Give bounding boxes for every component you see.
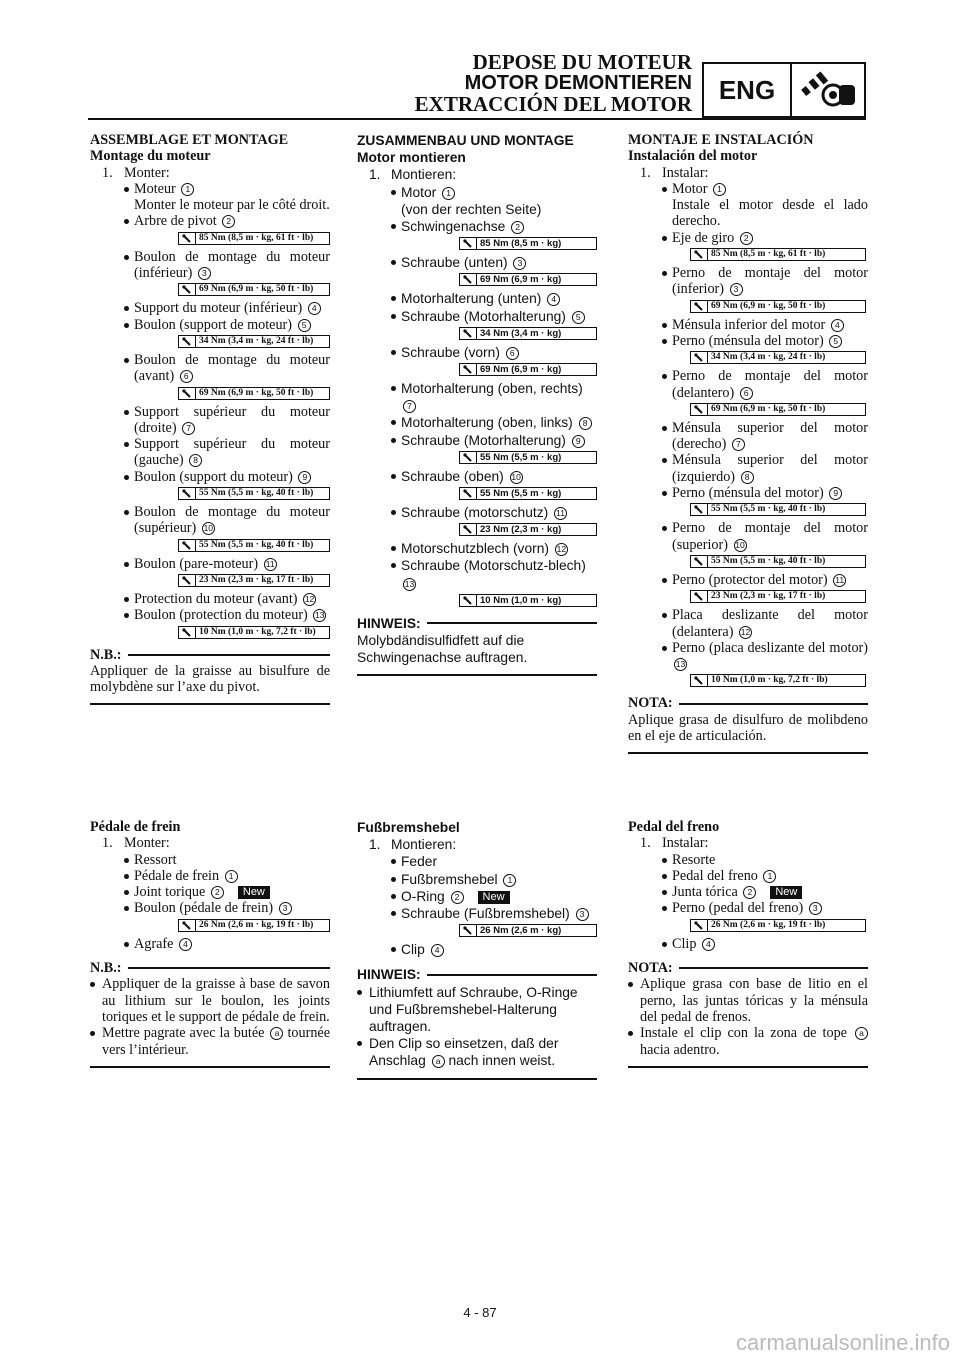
torque-spec: 23 Nm (2,3 m · kg) — [459, 523, 597, 536]
callout-mark: 10 — [203, 523, 214, 534]
watermark: carmanualsonline.info — [735, 1330, 950, 1355]
callout-mark: 13 — [315, 610, 325, 621]
torque-spec: 26 Nm (2,6 m · kg, 19 ft · lb) — [178, 919, 330, 932]
callout-mark: 2 — [451, 891, 464, 904]
callout-mark: 12 — [556, 544, 567, 555]
note-header: HINWEIS: — [357, 966, 597, 983]
callout-mark: 2 — [740, 232, 753, 245]
wrench-icon — [179, 336, 196, 347]
torque-spec: 55 Nm (5,5 m · kg) — [459, 487, 597, 500]
callout-mark: 7 — [182, 422, 195, 435]
wrench-icon — [460, 925, 477, 936]
torque-spec: 34 Nm (3,4 m · kg, 24 ft · lb) — [178, 335, 330, 348]
torque-spec: 85 Nm (8,5 m · kg, 61 ft · lb) — [178, 232, 330, 245]
title-de: MOTOR DEMONTIEREN — [464, 72, 692, 94]
wrench-icon — [460, 488, 477, 499]
wrench-icon — [460, 364, 477, 375]
fr-brake-pedal — [90, 819, 330, 1068]
list-item: Resorte — [628, 852, 868, 868]
callout-mark: 2 — [743, 886, 756, 899]
list-item: Junta tórica 2 New — [628, 884, 868, 900]
torque-spec: 34 Nm (3,4 m · kg) — [459, 327, 597, 340]
callout-mark: 3 — [809, 902, 822, 915]
wrench-icon — [179, 540, 196, 551]
list-item: Perno de montaje del motor (delantero) 6 — [628, 368, 868, 401]
note-text: Appliquer de la graisse au bisulfure de molybdène sur l’axe du pivot. — [90, 662, 330, 696]
list-item: Placa deslizante del motor (delantera) 12 — [628, 607, 868, 640]
step: 1. Monter: — [102, 835, 170, 852]
torque-spec: 55 Nm (5,5 m · kg, 40 ft · lb) — [690, 555, 866, 568]
list-item: Schraube (Fußbremshebel) 3 — [357, 905, 597, 922]
wrench-icon — [691, 591, 708, 602]
list-item: Pédale de frein 1 — [90, 868, 330, 884]
list-item: Arbre de pivot 2 — [90, 213, 330, 229]
wrench-icon — [460, 595, 477, 606]
list-item: Schraube (vorn) 6 — [357, 344, 597, 361]
wrench-icon — [691, 556, 708, 567]
callout-mark: a — [270, 1027, 283, 1040]
heading: MONTAJE E INSTALACIÓN — [628, 132, 814, 148]
list-item: Schraube (Motorschutz-blech) 13 — [357, 557, 597, 591]
engine-icon — [792, 64, 864, 116]
list-item: Motor 1 — [357, 184, 597, 201]
section-badge — [702, 62, 866, 118]
list-item: Eje de giro 2 — [628, 230, 868, 246]
torque-spec: 10 Nm (1,0 m · kg, 7,2 ft · lb) — [690, 674, 866, 687]
torque-spec: 69 Nm (6,9 m · kg, 50 ft · lb) — [690, 300, 866, 313]
callout-mark: 5 — [572, 311, 585, 324]
callout-mark: a — [855, 1027, 868, 1040]
wrench-icon — [691, 249, 708, 260]
torque-spec: 55 Nm (5,5 m · kg, 40 ft · lb) — [690, 503, 866, 516]
header-rule — [88, 118, 866, 120]
note-end-rule — [357, 674, 597, 676]
callout-mark: 2 — [222, 215, 235, 228]
callout-mark: 10 — [511, 471, 521, 482]
torque-spec: 23 Nm (2,3 m · kg, 17 ft · lb) — [178, 574, 330, 587]
es-engine-install — [628, 132, 868, 754]
list-item: Ménsula superior del motor (derecho) 7 — [628, 420, 868, 453]
subheading: Motor montieren — [357, 150, 466, 166]
list-item: Support supérieur du moteur (gauche) 8 — [90, 436, 330, 469]
callout-mark: a — [432, 1055, 445, 1068]
note-header: HINWEIS: — [357, 615, 597, 632]
torque-spec: 69 Nm (6,9 m · kg, 50 ft · lb) — [178, 387, 330, 400]
note-end-rule — [90, 703, 330, 705]
list-item: Boulon de montage du moteur (supérieur) 10 — [90, 504, 330, 537]
list-item: Perno de montaje del motor (inferior) 3 — [628, 265, 868, 298]
callout-mark: 12 — [740, 626, 751, 637]
subheading: Montage du moteur — [90, 148, 211, 165]
note-end-rule — [628, 1066, 868, 1068]
callout-mark: 6 — [506, 347, 519, 360]
callout-mark: 10 — [735, 539, 745, 550]
list-item: Motorhalterung (oben, links) 8 — [357, 414, 597, 431]
note-end-rule — [357, 1078, 597, 1080]
list-item: Boulon (protection du moteur) 13 — [90, 607, 330, 623]
item-detail: Instale el motor desde el lado derecho. — [672, 197, 868, 230]
callout-mark: 11 — [264, 558, 277, 571]
torque-spec: 55 Nm (5,5 m · kg, 40 ft · lb) — [178, 487, 330, 500]
list-item: Pedal del freno 1 — [628, 868, 868, 884]
callout-mark: 9 — [298, 471, 311, 484]
note-header: NOTA: — [628, 695, 868, 711]
note-item: Aplique grasa con base de litio en el perno, las juntas tóricas y la ménsula del pedal de frenos. — [628, 976, 868, 1025]
callout-mark: 5 — [829, 335, 842, 348]
wrench-icon — [460, 524, 477, 535]
callout-mark: 4 — [308, 302, 321, 315]
badge-label: ENG — [704, 64, 792, 116]
list-item: Ménsula superior del motor (izquierdo) 8 — [628, 452, 868, 485]
callout-mark: 11 — [833, 574, 846, 587]
callout-mark: 3 — [730, 283, 743, 296]
callout-mark: 4 — [702, 938, 715, 951]
callout-mark: 11 — [554, 507, 567, 520]
step: 1. Instalar: — [640, 835, 709, 852]
note-item: Appliquer de la graisse à base de savon au lithium sur le boulon, les joints toriques et le support de pédale de frein. — [90, 976, 330, 1025]
list-item: Schraube (unten) 3 — [357, 254, 597, 271]
torque-spec: 26 Nm (2,6 m · kg) — [459, 924, 597, 937]
callout-mark: 4 — [179, 938, 192, 951]
list-item: Clip 4 — [628, 936, 868, 952]
new-part-badge: New — [238, 886, 270, 899]
callout-mark: 8 — [579, 417, 592, 430]
torque-spec: 10 Nm (1,0 m · kg, 7,2 ft · lb) — [178, 626, 330, 639]
torque-spec: 69 Nm (6,9 m · kg, 50 ft · lb) — [178, 283, 330, 296]
header-titles — [415, 52, 692, 115]
list-item: Boulon (pare-moteur) 11 — [90, 556, 330, 572]
wrench-icon — [179, 233, 196, 244]
list-item: Boulon (support du moteur) 9 — [90, 469, 330, 485]
wrench-icon — [460, 452, 477, 463]
list-item: Perno (ménsula del motor) 9 — [628, 485, 868, 501]
step: 1. Monter: — [102, 164, 170, 181]
list-item: Boulon (support de moteur) 5 — [90, 317, 330, 333]
torque-spec: 85 Nm (8,5 m · kg, 61 ft · lb) — [690, 248, 866, 261]
torque-spec: 10 Nm (1,0 m · kg) — [459, 594, 597, 607]
callout-mark: 4 — [431, 944, 444, 957]
page-number: 4 - 87 — [463, 1305, 497, 1320]
callout-mark: 1 — [442, 187, 455, 200]
list-item: Ressort — [90, 852, 330, 868]
list-item: Fußbremshebel 1 — [357, 871, 597, 888]
torque-spec: 55 Nm (5,5 m · kg) — [459, 451, 597, 464]
callout-mark: 12 — [304, 593, 315, 604]
callout-mark: 1 — [503, 874, 516, 887]
callout-mark: 5 — [298, 319, 311, 332]
wrench-icon — [179, 388, 196, 399]
list-item: Feder — [357, 853, 597, 870]
list-item: Support supérieur du moteur (droite) 7 — [90, 404, 330, 437]
list-item: Schraube (motorschutz) 11 — [357, 504, 597, 521]
list-item: Agrafe 4 — [90, 936, 330, 952]
list-item: Perno (protector del motor) 11 — [628, 572, 868, 588]
list-item: Motorhalterung (unten) 4 — [357, 290, 597, 307]
callout-mark: 1 — [181, 183, 194, 196]
list-item: Motorschutzblech (vorn) 12 — [357, 540, 597, 557]
wrench-icon — [460, 238, 477, 249]
callout-mark: 2 — [211, 886, 224, 899]
callout-mark: 1 — [763, 870, 776, 883]
wrench-icon — [691, 920, 708, 931]
item-detail: (von der rechten Seite) — [401, 201, 542, 217]
callout-mark: 1 — [713, 183, 726, 196]
wrench-icon — [691, 404, 708, 415]
step: 1. Instalar: — [640, 164, 709, 181]
list-item: Schraube (Motorhalterung) 9 — [357, 432, 597, 449]
list-item: Schraube (Motorhalterung) 5 — [357, 308, 597, 325]
callout-mark: 13 — [675, 659, 686, 670]
heading: Fußbremshebel — [357, 820, 460, 835]
wrench-icon — [179, 284, 196, 295]
callout-mark: 7 — [732, 438, 745, 451]
wrench-icon — [460, 274, 477, 285]
torque-spec: 55 Nm (5,5 m · kg, 40 ft · lb) — [178, 539, 330, 552]
callout-mark: 2 — [511, 221, 524, 234]
callout-mark: 6 — [180, 370, 193, 383]
new-part-badge: New — [770, 886, 802, 899]
wrench-icon — [179, 627, 196, 638]
heading: Pédale de frein — [90, 819, 181, 835]
callout-mark: 9 — [829, 487, 842, 500]
torque-spec: 85 Nm (8,5 m · kg) — [459, 237, 597, 250]
note-text: Aplique grasa de disulfuro de molibdeno en el eje de articulación. — [628, 711, 868, 745]
note-header: N.B.: — [90, 647, 330, 663]
new-part-badge: New — [478, 891, 510, 904]
note-header: NOTA: — [628, 960, 868, 976]
list-item: Schwingenachse 2 — [357, 218, 597, 235]
de-engine-install — [357, 132, 597, 676]
callout-mark: 4 — [831, 319, 844, 332]
heading: ASSEMBLAGE ET MONTAGE — [90, 132, 289, 148]
list-item: Support du moteur (inférieur) 4 — [90, 300, 330, 316]
list-item: Clip 4 — [357, 941, 597, 958]
callout-mark: 1 — [225, 870, 238, 883]
wrench-icon — [179, 920, 196, 931]
list-item: Motorhalterung (oben, rechts) 7 — [357, 380, 597, 414]
callout-mark: 7 — [403, 400, 416, 413]
callout-mark: 3 — [513, 257, 526, 270]
title-fr: DEPOSE DU MOTEUR — [472, 50, 692, 74]
callout-mark: 9 — [572, 435, 585, 448]
note-end-rule — [90, 1066, 330, 1068]
list-item: Ménsula inferior del motor 4 — [628, 317, 868, 333]
note-item: Instale el clip con la zona de tope a hacia adentro. — [628, 1025, 868, 1058]
list-item: Perno (ménsula del motor) 5 — [628, 333, 868, 349]
list-item: Boulon de montage du moteur (avant) 6 — [90, 352, 330, 385]
subheading: Instalación del motor — [628, 148, 758, 165]
note-item: Den Clip so einsetzen, daß der Anschlag a nach innen weist. — [357, 1035, 597, 1069]
callout-mark: 13 — [404, 578, 415, 589]
callout-mark: 3 — [576, 908, 589, 921]
torque-spec: 34 Nm (3,4 m · kg, 24 ft · lb) — [690, 351, 866, 364]
list-item: Protection du moteur (avant) 12 — [90, 591, 330, 607]
heading: Pedal del freno — [628, 819, 720, 835]
callout-mark: 8 — [741, 471, 754, 484]
note-text: Molybdändisulfidfett auf die Schwingenachse auftragen. — [357, 633, 528, 666]
torque-spec: 69 Nm (6,9 m · kg) — [459, 363, 597, 376]
callout-mark: 8 — [189, 454, 202, 467]
wrench-icon — [691, 352, 708, 363]
heading: ZUSAMMENBAU UND MONTAGE — [357, 133, 574, 148]
torque-spec: 69 Nm (6,9 m · kg) — [459, 273, 597, 286]
list-item: Moteur 1 — [90, 181, 330, 197]
wrench-icon — [179, 575, 196, 586]
wrench-icon — [460, 328, 477, 339]
torque-spec: 69 Nm (6,9 m · kg, 50 ft · lb) — [690, 403, 866, 416]
list-item: O-Ring 2 New — [357, 888, 597, 905]
fr-engine-install — [90, 132, 330, 705]
es-brake-pedal — [628, 819, 868, 1068]
item-detail: Monter le moteur par le côté droit. — [134, 197, 330, 214]
note-header: N.B.: — [90, 960, 330, 976]
list-item: Joint torique 2 New — [90, 884, 330, 900]
list-item: Perno (pedal del freno) 3 — [628, 900, 868, 916]
list-item: Schraube (oben) 10 — [357, 468, 597, 485]
wrench-icon — [691, 675, 708, 686]
title-es: EXTRACCIÓN DEL MOTOR — [414, 92, 692, 116]
callout-mark: 6 — [740, 387, 753, 400]
list-item: Boulon (pédale de frein) 3 — [90, 900, 330, 916]
callout-mark: 3 — [279, 902, 292, 915]
list-item: Boulon de montage du moteur (inférieur) 3 — [90, 249, 330, 282]
list-item: Motor 1 — [628, 181, 868, 197]
note-end-rule — [628, 752, 868, 754]
callout-mark: 4 — [547, 293, 560, 306]
wrench-icon — [691, 504, 708, 515]
list-item: Perno de montaje del motor (superior) 10 — [628, 520, 868, 553]
step: 1. Montieren: — [369, 167, 457, 183]
de-brake-pedal — [357, 819, 597, 1080]
list-item: Perno (placa deslizante del motor) 13 — [628, 640, 868, 673]
note-item: Lithiumfett auf Schraube, O-Ringe und Fußbremshebel-Halterung auftragen. — [357, 984, 597, 1036]
callout-mark: 3 — [198, 267, 211, 280]
note-item: Mettre pagrate avec la butée a tournée vers l’intérieur. — [90, 1025, 330, 1058]
torque-spec: 26 Nm (2,6 m · kg, 19 ft · lb) — [690, 919, 866, 932]
wrench-icon — [691, 301, 708, 312]
wrench-icon — [179, 488, 196, 499]
step: 1. Montieren: — [369, 837, 457, 853]
torque-spec: 23 Nm (2,3 m · kg, 17 ft · lb) — [690, 590, 866, 603]
